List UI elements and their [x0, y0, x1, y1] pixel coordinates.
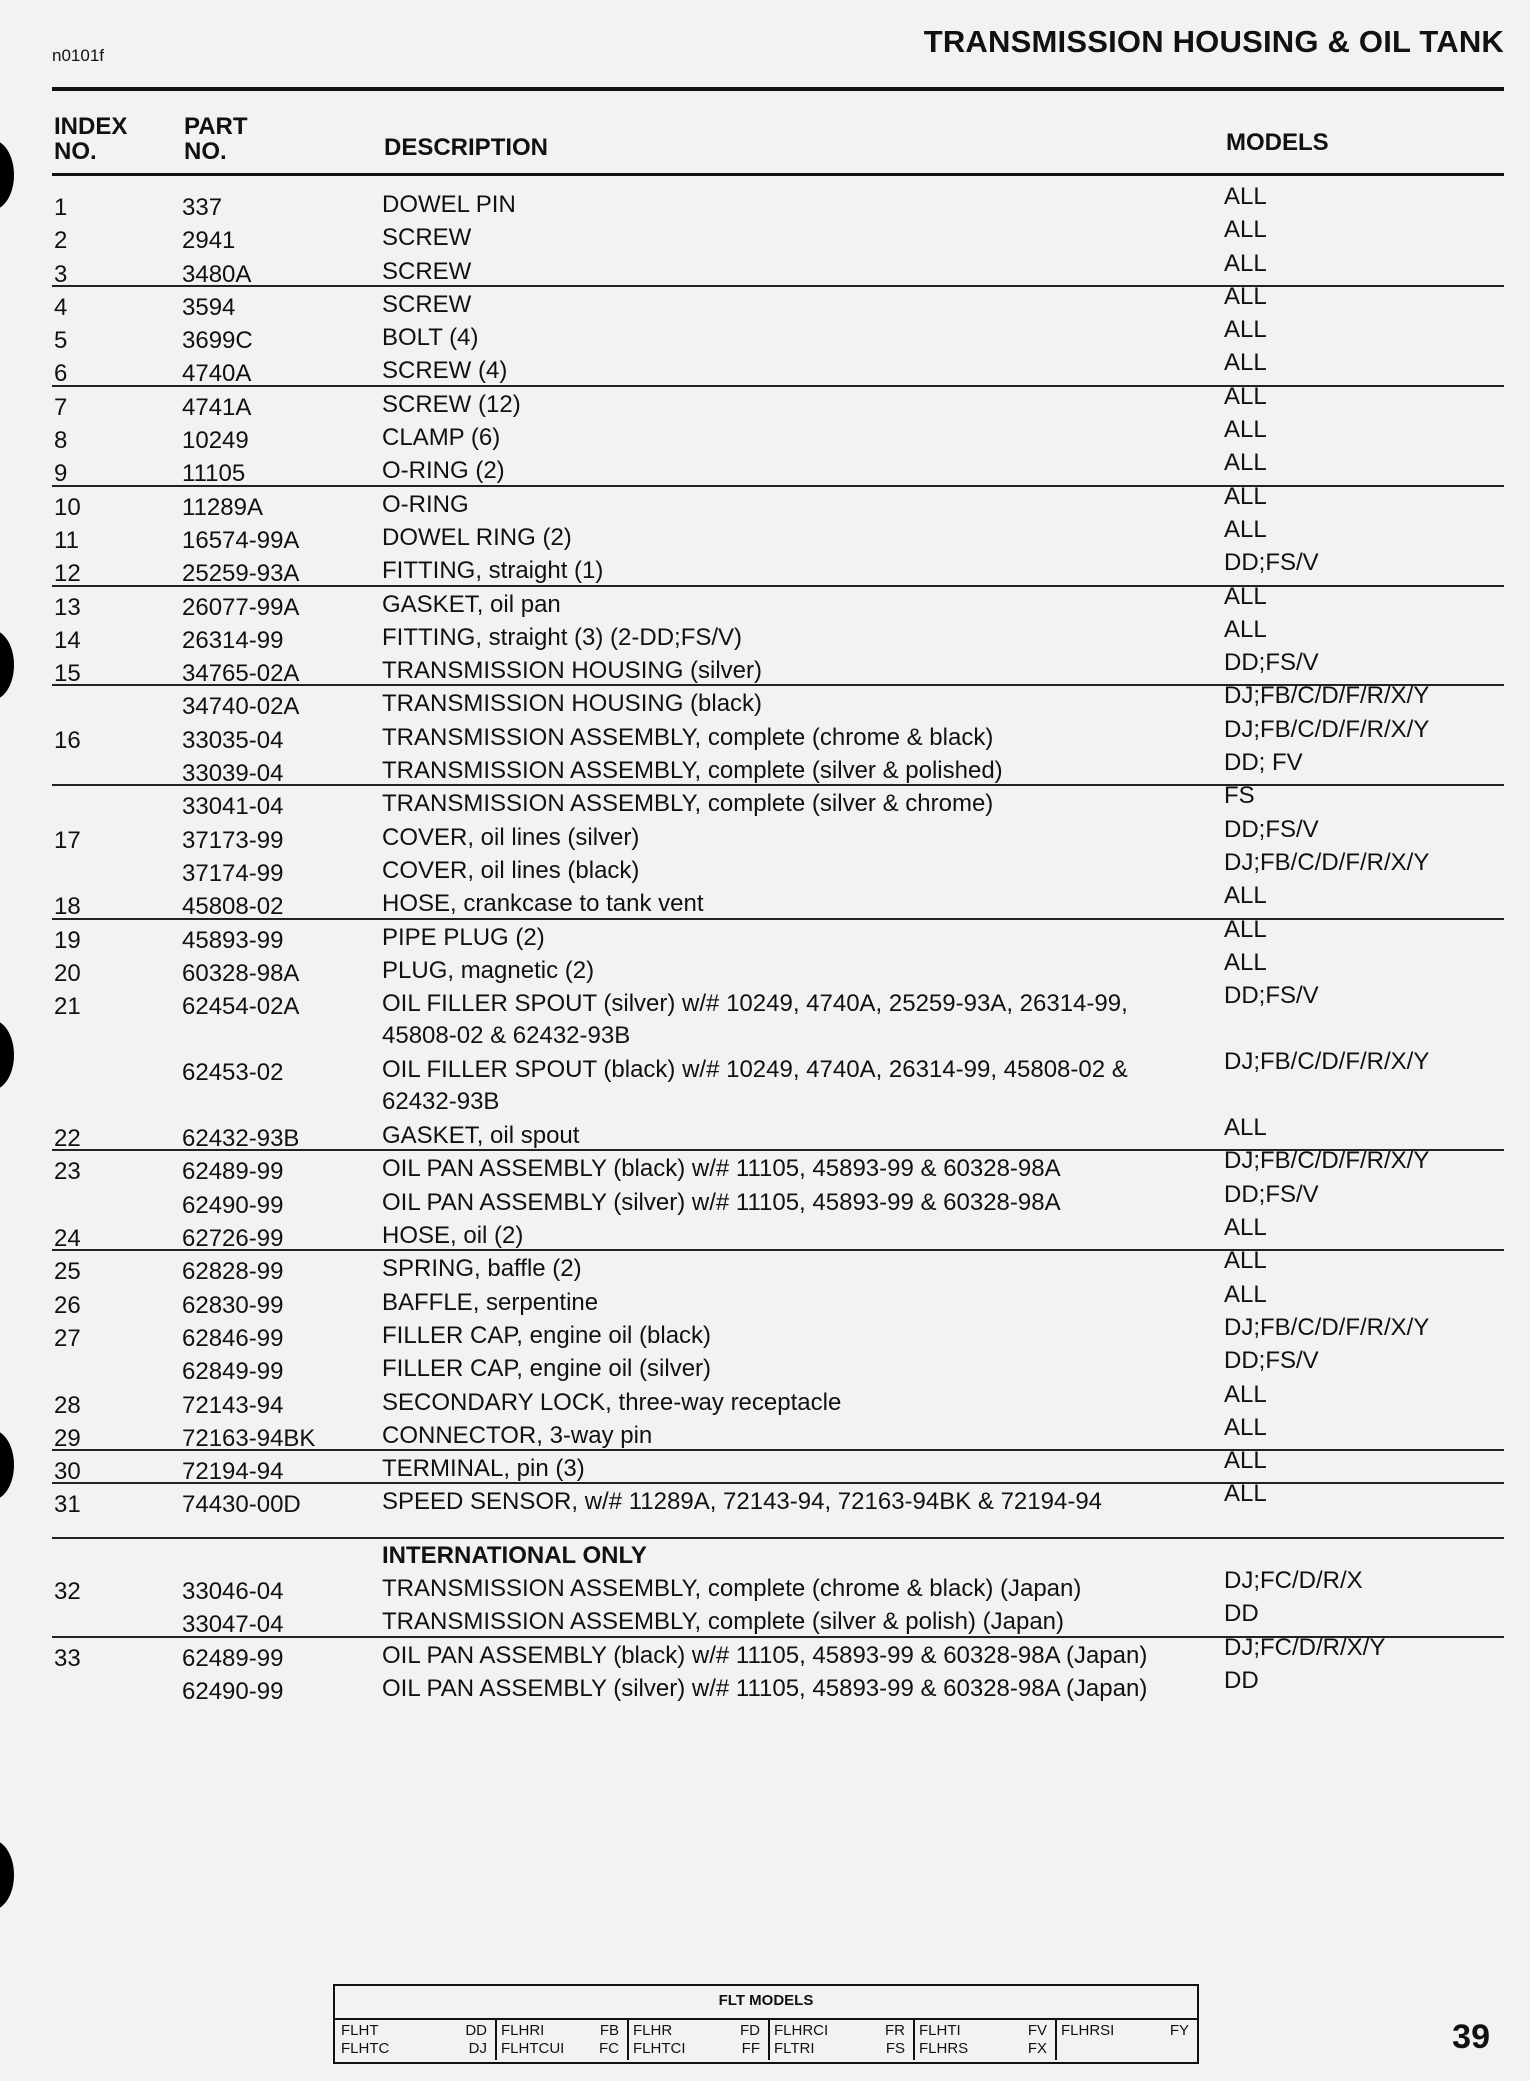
description: FILLER CAP, engine oil (silver): [382, 1355, 712, 1383]
flt-model-name: FLHTCUI: [501, 2040, 565, 2057]
header-part-line1: PART: [184, 113, 248, 140]
table-row: [0, 1566, 1530, 1605]
parts-table: [0, 183, 1530, 1705]
description: SCREW: [382, 290, 472, 318]
part-no: 11105: [182, 460, 246, 488]
part-no: 34740-02A: [182, 693, 300, 721]
flt-model-code: FY: [1169, 2022, 1189, 2039]
table-row: [0, 1347, 1530, 1386]
index-no: 11: [54, 526, 79, 554]
models: ALL: [1224, 482, 1267, 510]
models: ALL: [1224, 249, 1267, 277]
models: ALL: [1224, 582, 1267, 610]
index-no: 33: [54, 1644, 81, 1672]
flt-model-code: FF: [741, 2040, 760, 2057]
models: ALL: [1224, 1480, 1267, 1508]
international-header-row: [0, 1537, 1530, 1570]
models: DD;FS/V: [1224, 649, 1319, 677]
models: DJ;FC/D/R/X/Y: [1224, 1633, 1386, 1661]
models: DD;FS/V: [1224, 815, 1319, 843]
index-no: 24: [54, 1225, 81, 1253]
description: O-RING: [382, 490, 469, 518]
header-part: [184, 114, 248, 164]
index-no: 22: [54, 1125, 81, 1153]
header-part-line2: NO.: [184, 138, 227, 165]
index-no: 12: [54, 560, 81, 588]
table-row: [0, 349, 1530, 388]
index-no: 4: [54, 293, 68, 321]
international-label: INTERNATIONAL ONLY: [382, 1541, 647, 1569]
header-rule: [52, 173, 1504, 176]
description: GASKET, oil pan: [382, 590, 561, 618]
table-row: [0, 948, 1530, 987]
part-no: 3594: [182, 293, 236, 321]
index-no: 28: [54, 1391, 81, 1419]
models: DJ;FB/C/D/F/R/X/Y: [1224, 1147, 1430, 1175]
title-rule: [52, 87, 1504, 91]
index-no: 8: [54, 427, 68, 455]
models: ALL: [1224, 515, 1267, 543]
models: ALL: [1224, 1214, 1267, 1242]
description: COVER, oil lines (black): [382, 856, 640, 884]
index-no: 21: [54, 993, 81, 1021]
document-code: n0101f: [52, 46, 104, 65]
part-no: 62490-99: [182, 1677, 284, 1705]
part-no: 45893-99: [182, 926, 284, 954]
models: DD: [1224, 1600, 1259, 1628]
flt-model-code: FS: [885, 2040, 905, 2057]
models: ALL: [1224, 282, 1267, 310]
description: SPRING, baffle (2): [382, 1255, 582, 1283]
index-no: 31: [54, 1491, 81, 1519]
models: DD;FS/V: [1224, 1347, 1319, 1375]
table-row: [0, 749, 1530, 788]
table-row: [0, 416, 1530, 455]
header-index: [54, 114, 127, 164]
description: TRANSMISSION HOUSING (silver): [382, 657, 763, 685]
part-no: 34765-02A: [182, 660, 300, 688]
part-no: 3480A: [182, 260, 252, 288]
description: FITTING, straight (1): [382, 557, 604, 585]
table-row: [0, 1633, 1530, 1672]
models: DJ;FC/D/R/X: [1224, 1566, 1363, 1594]
models: ALL: [1224, 1247, 1267, 1275]
description: OIL PAN ASSEMBLY (silver) w/# 11105, 45893-99 & 60328-98A (Japan): [382, 1674, 1148, 1702]
part-no: 62726-99: [182, 1225, 284, 1253]
models: DD;FS/V: [1224, 982, 1319, 1010]
table-row: [0, 1480, 1530, 1519]
description: BAFFLE, serpentine: [382, 1288, 599, 1316]
flt-model-name: FLHT: [341, 2022, 379, 2039]
part-no: 2941: [182, 227, 236, 255]
index-no: 2: [54, 227, 68, 255]
table-row: [0, 183, 1530, 221]
description: TRANSMISSION HOUSING (black): [382, 690, 763, 718]
models: ALL: [1224, 349, 1267, 377]
table-row: [0, 382, 1530, 421]
table-row: [0, 715, 1530, 754]
description: CONNECTOR, 3-way pin: [382, 1421, 653, 1449]
header-index-line2: NO.: [54, 138, 97, 165]
description: GASKET, oil spout: [382, 1122, 580, 1150]
part-no: 62489-99: [182, 1158, 284, 1186]
index-no: 25: [54, 1258, 81, 1286]
models: ALL: [1224, 1114, 1267, 1142]
table-row: [0, 1247, 1530, 1286]
index-no: 9: [54, 460, 68, 488]
table-row: [0, 1313, 1530, 1352]
header-index-line1: INDEX: [54, 113, 128, 140]
part-no: 72143-94: [182, 1391, 284, 1419]
part-no: 37173-99: [182, 826, 284, 854]
part-no: 62453-02: [182, 1059, 284, 1087]
models: ALL: [1224, 382, 1267, 410]
description: FILLER CAP, engine oil (black): [382, 1321, 712, 1349]
models: DD;FS/V: [1224, 1180, 1319, 1208]
description: TRANSMISSION ASSEMBLY, complete (chrome & black) (Japan): [382, 1574, 1082, 1602]
table-row: [0, 549, 1530, 588]
models: ALL: [1224, 1380, 1267, 1408]
description: BOLT (4): [382, 324, 479, 352]
description: OIL PAN ASSEMBLY (black) w/# 11105, 45893-99 & 60328-98A (Japan): [382, 1641, 1148, 1669]
part-no: 37174-99: [182, 859, 284, 887]
description: SECONDARY LOCK, three-way receptacle: [382, 1388, 842, 1416]
index-no: 3: [54, 260, 68, 288]
flt-model-code: FB: [599, 2022, 619, 2039]
flt-model-code: DJ: [468, 2040, 487, 2057]
table-row: [0, 1048, 1530, 1117]
models: DJ;FB/C/D/F/R/X/Y: [1224, 1048, 1430, 1076]
part-no: 33039-04: [182, 760, 284, 788]
models: ALL: [1224, 316, 1267, 344]
models: ALL: [1224, 882, 1267, 910]
index-no: 19: [54, 926, 81, 954]
table-row: [0, 1114, 1530, 1153]
part-no: 337: [182, 194, 223, 221]
table-row: [0, 249, 1530, 288]
models: DJ;FB/C/D/F/R/X/Y: [1224, 1313, 1430, 1341]
index-no: 1: [54, 194, 68, 221]
models: ALL: [1224, 449, 1267, 477]
table-row: [0, 1413, 1530, 1452]
binder-hole: [0, 1840, 14, 1910]
description: FITTING, straight (3) (2-DD;FS/V): [382, 623, 743, 651]
description: OIL FILLER SPOUT (silver) w/# 10249, 4740A, 25259-93A, 26314-99, 45808-02 & 62432-93B: [382, 990, 1128, 1050]
models: ALL: [1224, 216, 1267, 244]
index-no: 32: [54, 1577, 81, 1605]
table-row: [0, 1380, 1530, 1419]
description: DOWEL PIN: [382, 191, 516, 218]
flt-model-code: DD: [465, 2022, 487, 2039]
models: ALL: [1224, 948, 1267, 976]
flt-model-code: FX: [1027, 2040, 1047, 2057]
table-row: [0, 848, 1530, 887]
flt-model-code: FD: [740, 2022, 760, 2039]
flt-model-name: FLHTI: [919, 2022, 961, 2039]
index-no: 26: [54, 1291, 81, 1319]
index-no: 20: [54, 959, 81, 987]
index-no: 13: [54, 593, 81, 621]
section-gap: [0, 1517, 1530, 1537]
part-no: 62489-99: [182, 1644, 284, 1672]
part-no: 45808-02: [182, 893, 284, 921]
flt-model-name: FLHR: [633, 2022, 673, 2039]
models: DD; FV: [1224, 749, 1303, 777]
table-row: [0, 515, 1530, 554]
table-row: [0, 1447, 1530, 1486]
table-row: [0, 1600, 1530, 1639]
models: DD: [1224, 1666, 1259, 1694]
index-no: 23: [54, 1158, 81, 1186]
table-row: [0, 649, 1530, 688]
part-no: 16574-99A: [182, 526, 300, 554]
description: HOSE, oil (2): [382, 1222, 524, 1250]
flt-model-group: [768, 2020, 915, 2060]
part-no: 25259-93A: [182, 560, 300, 588]
part-no: 62454-02A: [182, 993, 300, 1021]
flt-model-name: FLHRI: [501, 2022, 545, 2039]
header-models: MODELS: [1226, 129, 1329, 156]
description: TRANSMISSION ASSEMBLY, complete (chrome & black): [382, 723, 994, 751]
index-no: 6: [54, 360, 68, 388]
models: ALL: [1224, 915, 1267, 943]
flt-model-name: FLHTCI: [633, 2040, 686, 2057]
part-no: 62432-93B: [182, 1125, 300, 1153]
table-row: [0, 1147, 1530, 1186]
flt-model-group: [495, 2020, 629, 2060]
index-no: 5: [54, 327, 68, 355]
description: SCREW (12): [382, 390, 521, 418]
header-description: DESCRIPTION: [384, 134, 549, 161]
description: DOWEL RING (2): [382, 523, 572, 551]
models: FS: [1224, 782, 1255, 810]
table-row: [0, 1180, 1530, 1219]
description: OIL PAN ASSEMBLY (black) w/# 11105, 45893-99 & 60328-98A: [382, 1155, 1061, 1183]
models: DJ;FB/C/D/F/R/X/Y: [1224, 682, 1430, 710]
index-no: 29: [54, 1424, 81, 1452]
index-no: 15: [54, 660, 81, 688]
index-no: 18: [54, 893, 81, 921]
part-no: 11289A: [182, 493, 263, 521]
flt-model-name: FLHRS: [919, 2040, 969, 2057]
part-no: 62828-99: [182, 1258, 284, 1286]
part-no: 33041-04: [182, 793, 284, 821]
description: CLAMP (6): [382, 424, 501, 452]
flt-models-box: [333, 1984, 1199, 2064]
flt-model-name: FLHRCI: [774, 2022, 829, 2039]
description: TRANSMISSION ASSEMBLY, complete (silver & polished): [382, 757, 1003, 785]
flt-model-code: FR: [885, 2022, 905, 2039]
part-no: 72194-94: [182, 1458, 284, 1486]
index-no: 16: [54, 726, 81, 754]
page-number: 39: [1452, 2018, 1490, 2056]
table-row: [0, 316, 1530, 355]
index-no: 27: [54, 1324, 81, 1352]
flt-models-title: FLT MODELS: [718, 1992, 814, 2009]
table-row: [0, 682, 1530, 721]
page-title: TRANSMISSION HOUSING & OIL TANK: [923, 24, 1504, 59]
part-no: 10249: [182, 427, 249, 455]
models: ALL: [1224, 416, 1267, 444]
description: PIPE PLUG (2): [382, 923, 545, 951]
models: ALL: [1224, 1447, 1267, 1475]
description: COVER, oil lines (silver): [382, 823, 640, 851]
index-no: 30: [54, 1458, 81, 1486]
part-no: 26077-99A: [182, 593, 300, 621]
index-no: 14: [54, 626, 81, 654]
index-no: 10: [54, 493, 81, 521]
table-row: [0, 282, 1530, 321]
part-no: 4741A: [182, 393, 252, 421]
part-no: 62849-99: [182, 1358, 284, 1386]
part-no: 74430-00D: [182, 1491, 301, 1519]
models: DD;FS/V: [1224, 549, 1319, 577]
part-no: 72163-94BK: [182, 1424, 316, 1452]
part-no: 26314-99: [182, 626, 284, 654]
flt-model-code: FC: [599, 2040, 619, 2057]
table-row: [0, 782, 1530, 821]
part-no: 62490-99: [182, 1191, 284, 1219]
description: OIL FILLER SPOUT (black) w/# 10249, 4740A, 26314-99, 45808-02 & 62432-93B: [382, 1056, 1128, 1116]
models: ALL: [1224, 1413, 1267, 1441]
table-row: [0, 582, 1530, 621]
flt-model-group: [913, 2020, 1057, 2060]
part-no: 62830-99: [182, 1291, 284, 1319]
table-row: [0, 915, 1530, 954]
table-row: [0, 882, 1530, 921]
description: O-RING (2): [382, 457, 505, 485]
description: SCREW (4): [382, 357, 508, 385]
table-row: [0, 982, 1530, 1051]
description: OIL PAN ASSEMBLY (silver) w/# 11105, 45893-99 & 60328-98A: [382, 1188, 1061, 1216]
description: SCREW: [382, 224, 472, 252]
part-no: 62846-99: [182, 1324, 284, 1352]
index-no: 17: [54, 826, 81, 854]
description: TRANSMISSION ASSEMBLY, complete (silver & chrome): [382, 790, 994, 818]
models: ALL: [1224, 1280, 1267, 1308]
description: TERMINAL, pin (3): [382, 1455, 585, 1483]
models: DJ;FB/C/D/F/R/X/Y: [1224, 715, 1430, 743]
part-no: 33046-04: [182, 1577, 284, 1605]
table-row: [0, 1280, 1530, 1319]
table-row: [0, 449, 1530, 488]
part-no: 60328-98A: [182, 959, 300, 987]
description: TRANSMISSION ASSEMBLY, complete (silver & polish) (Japan): [382, 1608, 1065, 1636]
flt-model-name: FLHRSI: [1061, 2022, 1115, 2039]
part-no: 3699C: [182, 327, 253, 355]
table-row: [0, 482, 1530, 521]
description: HOSE, crankcase to tank vent: [382, 890, 704, 918]
table-row: [0, 615, 1530, 654]
description: SPEED SENSOR, w/# 11289A, 72143-94, 72163-94BK & 72194-94: [382, 1488, 1103, 1516]
flt-model-name: FLHTC: [341, 2040, 390, 2057]
part-no: 4740A: [182, 360, 252, 388]
part-no: 33047-04: [182, 1611, 284, 1639]
table-row: [0, 815, 1530, 854]
flt-model-group: [335, 2020, 497, 2060]
models: ALL: [1224, 615, 1267, 643]
description: SCREW: [382, 257, 472, 285]
index-no: 7: [54, 393, 68, 421]
table-row: [0, 1214, 1530, 1253]
part-no: 33035-04: [182, 726, 284, 754]
flt-model-group: [627, 2020, 770, 2060]
table-row: [0, 1666, 1530, 1705]
description: PLUG, magnetic (2): [382, 956, 595, 984]
flt-model-name: FLTRI: [774, 2040, 815, 2057]
models: ALL: [1224, 183, 1267, 210]
models: DJ;FB/C/D/F/R/X/Y: [1224, 848, 1430, 876]
table-row: [0, 216, 1530, 255]
flt-model-code: FV: [1027, 2022, 1047, 2039]
flt-model-group: [1055, 2020, 1197, 2060]
